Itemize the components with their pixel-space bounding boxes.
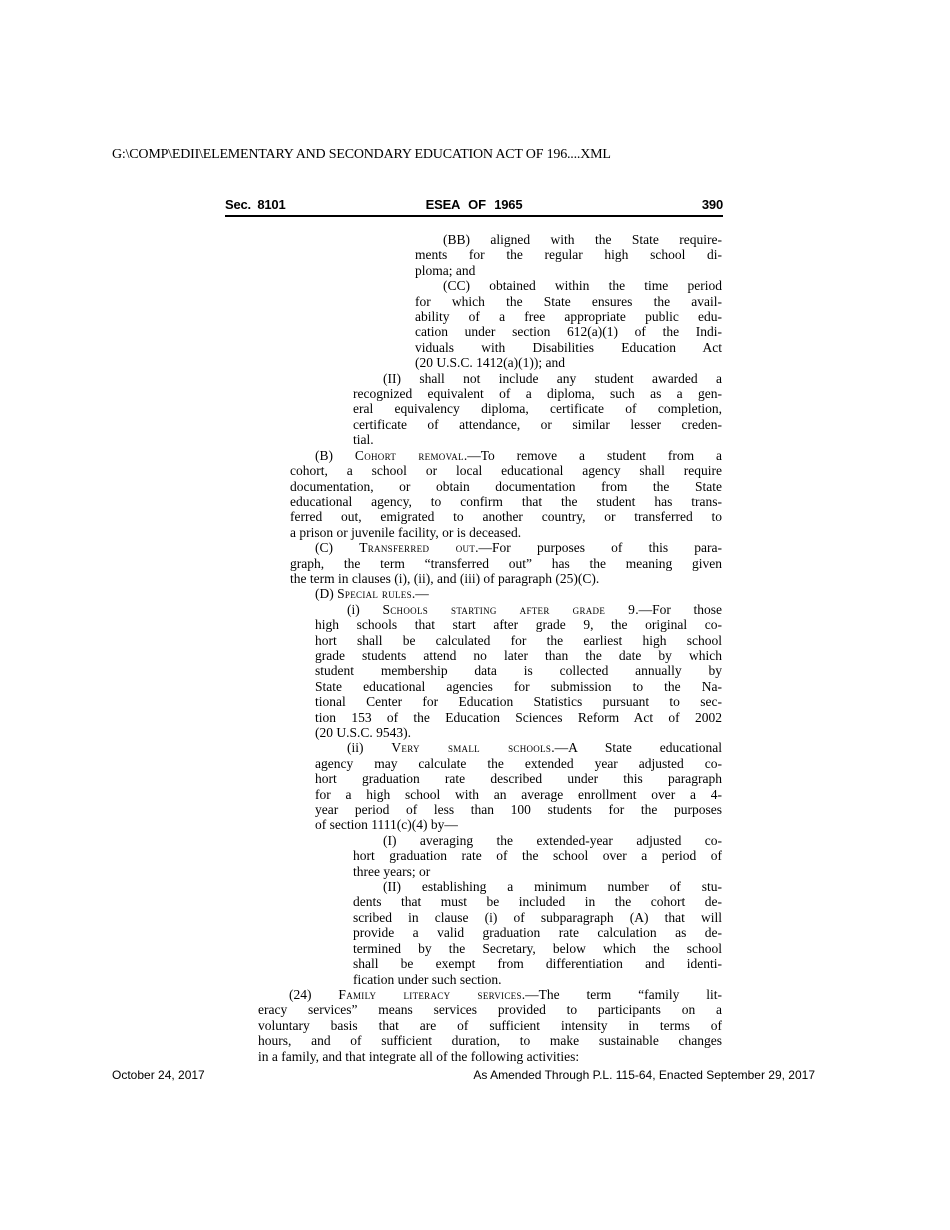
text-line — [258, 294, 722, 309]
text-segment: shall be exempt from differentiation and identi- — [353, 956, 722, 972]
text-segment: .—A State educational — [551, 740, 722, 756]
text-segment: (B) — [315, 447, 355, 463]
text-segment: ferred out, emigrated to another country, or transferred to — [290, 509, 722, 525]
text-segment: recognized equivalent of a diploma, such as a gen- — [353, 386, 722, 402]
text-segment: (II) establishing a minimum number of stu- — [383, 879, 722, 895]
text-line — [258, 663, 722, 678]
text-segment: a prison or juvenile facility, or is deceased. — [290, 524, 522, 540]
document-path-header: G:\COMP\EDII\ELEMENTARY AND SECONDARY EDUCATION ACT OF 196....XML — [112, 147, 611, 162]
text-segment: certificate of attendance, or similar lesser creden- — [353, 416, 722, 432]
text-segment: hort graduation rate described under this paragraph — [315, 771, 722, 787]
text-segment: tial. — [353, 432, 374, 448]
text-line — [258, 879, 722, 894]
text-line — [258, 479, 722, 494]
running-head-page-number: 390 — [701, 197, 723, 212]
text-line — [258, 694, 722, 709]
text-segment: for which the State ensures the avail- — [415, 293, 722, 309]
text-line — [258, 556, 722, 571]
text-line — [258, 340, 722, 355]
text-line — [258, 956, 722, 971]
running-head-title: ESEA OF 1965 — [425, 197, 523, 212]
text-line — [258, 509, 722, 524]
text-segment: graph, the term “transferred out” has the meaning given — [290, 555, 722, 571]
text-segment: State educational agencies for submission to the Na- — [315, 678, 722, 694]
text-segment: tion 153 of the Education Sciences Reform Act of 2002 — [315, 709, 722, 725]
text-segment: in a family, and that integrate all of the following activities: — [258, 1048, 580, 1064]
text-line — [258, 941, 722, 956]
text-segment: educational agency, to confirm that the student has trans- — [290, 493, 722, 509]
text-line — [258, 448, 722, 463]
footer-amendment-note: As Amended Through P.L. 115-64, Enacted September 29, 2017 — [473, 1068, 815, 1082]
text-segment: (BB) aligned with the State require- — [443, 232, 722, 247]
small-caps-term: Very small schools — [391, 740, 552, 756]
document-body — [258, 232, 722, 1064]
text-segment: of section 1111(c)(4) by— — [315, 817, 458, 833]
text-segment: eral equivalency diploma, certificate of completion, — [353, 401, 722, 417]
text-segment: dents that must be included in the cohort de- — [353, 894, 722, 910]
text-line — [258, 525, 722, 540]
text-line — [258, 817, 722, 832]
text-line — [258, 833, 722, 848]
text-segment: .—For purposes of this para- — [475, 540, 722, 556]
text-line — [258, 972, 722, 987]
text-line — [258, 648, 722, 663]
text-segment: .— — [411, 586, 429, 602]
text-line — [258, 617, 722, 632]
text-segment: (I) averaging the extended-year adjusted co- — [383, 832, 722, 848]
text-line — [258, 1049, 722, 1064]
header-rule — [225, 215, 723, 217]
small-caps-term: Schools starting after grade 9 — [382, 601, 636, 617]
text-line — [258, 710, 722, 725]
text-line — [258, 633, 722, 648]
text-line — [258, 771, 722, 786]
text-line — [258, 1018, 722, 1033]
text-line — [258, 864, 722, 879]
text-segment: ploma; and — [415, 262, 476, 278]
small-caps-term: Special rules — [337, 586, 412, 602]
text-line — [258, 848, 722, 863]
text-line — [258, 432, 722, 447]
text-line — [258, 540, 722, 555]
text-line — [258, 232, 722, 247]
text-segment: ments for the regular high school di- — [415, 247, 722, 263]
text-segment: .—For those — [635, 601, 722, 617]
text-line — [258, 417, 722, 432]
text-segment: hort graduation rate of the school over a period of — [353, 848, 722, 864]
text-segment: (20 U.S.C. 9543). — [315, 725, 412, 740]
text-segment: cation under section 612(a)(1) of the Indi- — [415, 324, 722, 340]
text-segment: year period of less than 100 students for the purposes — [315, 802, 722, 818]
text-segment: provide a valid graduation rate calculation as de- — [353, 925, 722, 941]
text-line — [258, 278, 722, 293]
text-segment: termined by the Secretary, below which the school — [353, 940, 722, 956]
text-line — [258, 586, 722, 601]
text-segment: fication under such section. — [353, 971, 502, 987]
text-segment: .—The term “family lit- — [521, 986, 722, 1002]
text-segment: (II) shall not include any student awarded a — [383, 370, 722, 386]
text-line — [258, 463, 722, 478]
running-head-section: Sec. 8101 — [225, 197, 286, 212]
text-segment: hort shall be calculated for the earliest high school — [315, 632, 722, 648]
text-line — [258, 247, 722, 262]
text-segment: (C) — [315, 540, 360, 556]
text-line — [258, 263, 722, 278]
text-segment: tional Center for Education Statistics pursuant to sec- — [315, 694, 722, 710]
text-line — [258, 679, 722, 694]
text-line — [258, 756, 722, 771]
small-caps-term: Cohort removal — [354, 447, 464, 463]
text-line — [258, 386, 722, 401]
text-segment: (ii) — [347, 740, 392, 756]
text-line — [258, 602, 722, 617]
text-segment: viduals with Disabilities Education Act — [415, 339, 722, 355]
text-line — [258, 494, 722, 509]
text-line — [258, 309, 722, 324]
text-segment: student membership data is collected annually by — [315, 663, 722, 679]
text-segment: high schools that start after grade 9, the original co- — [315, 617, 722, 633]
text-segment: (20 U.S.C. 1412(a)(1)); and — [415, 355, 565, 371]
text-segment: cohort, a school or local educational agency shall require — [290, 463, 722, 479]
text-line — [258, 802, 722, 817]
text-line — [258, 910, 722, 925]
text-segment: the term in clauses (i), (ii), and (iii) of paragraph (25)(C). — [290, 570, 600, 586]
small-caps-term: Family literacy services — [338, 986, 522, 1002]
text-line — [258, 787, 722, 802]
footer-date: October 24, 2017 — [112, 1068, 205, 1082]
text-segment: three years; or — [353, 863, 431, 879]
text-segment: eracy services” means services provided to participants on a — [258, 1002, 722, 1018]
text-segment: (CC) obtained within the time period — [443, 278, 722, 294]
text-line — [258, 1033, 722, 1048]
text-line — [258, 401, 722, 416]
text-segment: ability of a free appropriate public edu- — [415, 309, 722, 325]
text-line — [258, 1002, 722, 1017]
text-segment: (i) — [347, 601, 383, 617]
text-segment: grade students attend no later than the date by which — [315, 647, 722, 663]
text-line — [258, 740, 722, 755]
text-segment: (24) — [289, 986, 339, 1002]
text-segment: (D) — [315, 586, 338, 602]
text-segment: documentation, or obtain documentation from the State — [290, 478, 722, 494]
text-segment: voluntary basis that are of sufficient intensity in terms of — [258, 1017, 722, 1033]
running-head — [225, 197, 723, 213]
text-line — [258, 725, 722, 740]
text-line — [258, 371, 722, 386]
text-segment: for a high school with an average enrollment over a 4- — [315, 786, 722, 802]
text-line — [258, 355, 722, 370]
text-line — [258, 894, 722, 909]
text-line — [258, 324, 722, 339]
text-segment: agency may calculate the extended year adjusted co- — [315, 755, 722, 771]
text-segment: hours, and of sufficient duration, to make sustainable changes — [258, 1033, 722, 1049]
text-line — [258, 925, 722, 940]
text-line — [258, 987, 722, 1002]
text-segment: .—To remove a student from a — [463, 447, 722, 463]
text-line — [258, 571, 722, 586]
small-caps-term: Transferred out — [359, 540, 476, 556]
text-segment: scribed in clause (i) of subparagraph (A) that will — [353, 909, 722, 925]
